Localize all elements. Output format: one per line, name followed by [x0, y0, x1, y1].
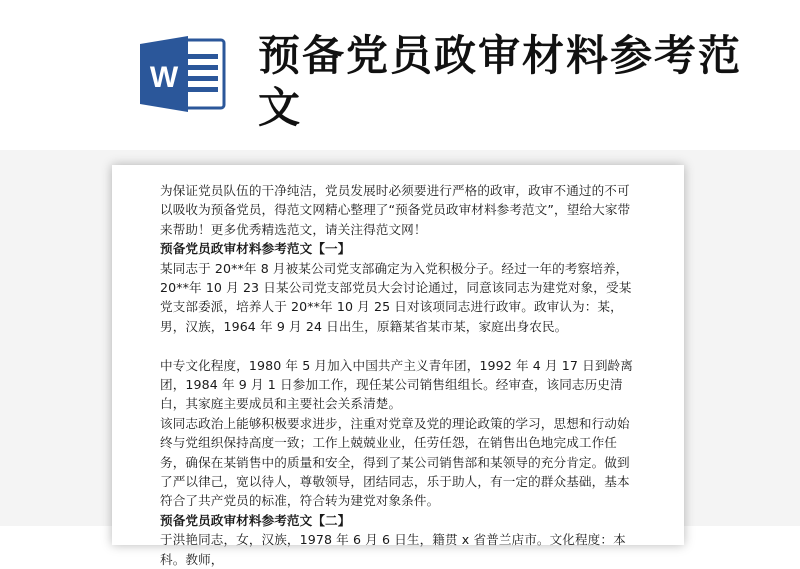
document-content: [160, 181, 638, 569]
section-heading-1: 预备党员政审材料参考范文【一】: [160, 241, 351, 257]
body-paragraph: 该同志政治上能够积极要求进步，注重对党章及党的理论政策的学习，思想和行动始终与党组织保持高度一致；工作上兢兢业业，任劳任怨，在销售出色地完成工作任务，确保在某销售中的质量和安全，得到了某公司销售部和某领导的充分肯定。做到了严以律己，宽以待人，尊敬领导，团结同志，乐于助人，有一定的群众基础，基本符合了共产党员的标准，符合转为建党对象条件。: [160, 415, 630, 509]
page-title: 预备党员政审材料参考范文: [258, 31, 743, 132]
document-page: [112, 165, 684, 567]
word-icon: [140, 34, 228, 114]
body-paragraph: 中专文化程度，1980 年 5 月加入中国共产主义青年团，1992 年 4 月 17 日到龄离团，1984 年 9 月 1 日参加工作，现任某公司销售组组长。经审查，该同志历史清白，其家庭主要成员和主要社会关系清楚。: [160, 357, 633, 412]
section-heading-2: 预备党员政审材料参考范文【二】: [160, 512, 351, 528]
word-icon-letter: W: [149, 61, 179, 94]
body-paragraph: 于洪艳同志，女，汉族，1978 年 6 月 6 日生，籍贯 x 省普兰店市。文化程度：本科。教师，: [160, 532, 626, 567]
blank-line: [160, 336, 638, 355]
intro-paragraph: 为保证党员队伍的干净纯洁，党员发展时必须要进行严格的政审，政审不通过的不可以吸收为预备党员，得范文网精心整理了“预备党员政审材料参考范文”，望给大家带来帮助！更多优秀精选范文，请关注得范文网！: [160, 183, 631, 237]
body-paragraph: 某同志于 20**年 8 月被某公司党支部确定为入党积极分子。经过一年的考察培养，20**年 10 月 23 日某公司党支部党员大会讨论通过，同意该同志为建党对象，受某党支部委派，培养人于 20**年 10 月 25 日对该项同志进行政审。政审认为：某，男，汉族，1964 年 9 月 24 日出生，原籍某省某市某，家庭出身农民。: [160, 260, 632, 334]
header: [0, 0, 800, 150]
